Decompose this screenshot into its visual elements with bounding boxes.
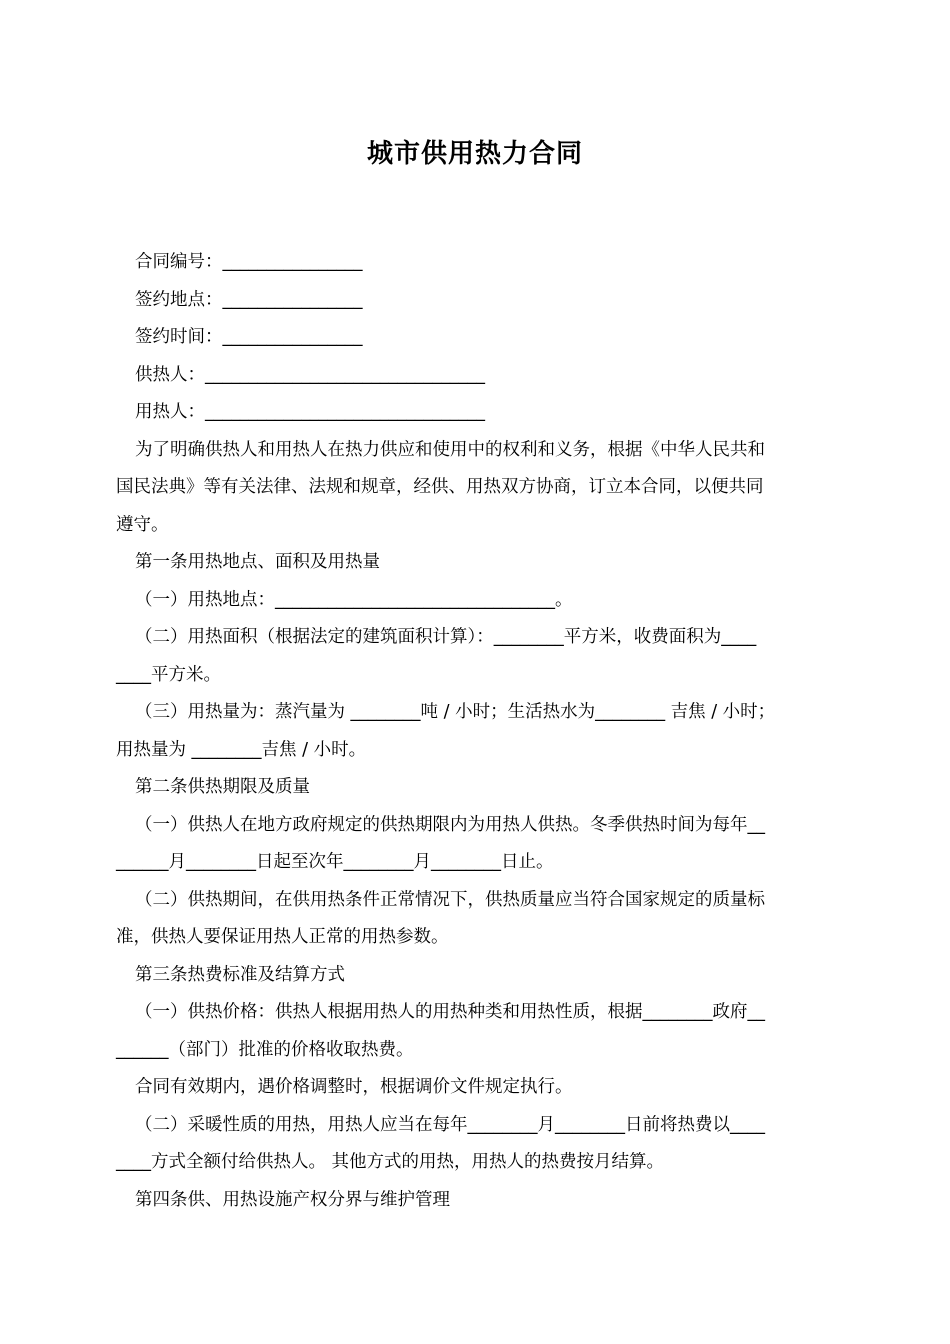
document-line: （三）用热量为：蒸汽量为 ________吨 / 小时；生活热水为________ 吉焦 / 小时； — [135, 702, 776, 722]
page-title: 城市供用热力合同 — [366, 139, 583, 169]
document-line: （二）供热期间，在供用热条件正常情况下，供热质量应当符合国家规定的质量标 — [135, 889, 765, 910]
document-line: 准，供热人要保证用热人正常的用热参数。 — [116, 927, 449, 947]
document-line: ____平方米。 — [116, 664, 221, 685]
document-line: 供热人：________________________________ — [135, 364, 485, 385]
document-line: （一）供热价格：供热人根据用热人的用热种类和用热性质，根据________政府__ — [135, 1002, 765, 1022]
document-line: ______（部门）批准的价格收取热费。 — [116, 1039, 414, 1060]
document-line: 用热人：________________________________ — [135, 402, 485, 422]
document-line: （一）用热地点：________________________________。 — [135, 589, 573, 610]
document-line: 合同编号：________________ — [135, 252, 363, 272]
document-line: ______月________日起至次年________月________日止。 — [116, 852, 554, 872]
document-line: 遵守。 — [116, 514, 169, 535]
document-line: （二）采暖性质的用热，用热人应当在每年________月________日前将热费以____ — [135, 1114, 765, 1135]
document-line: 第二条供热期限及质量 — [135, 777, 310, 797]
document-line: 合同有效期内，遇价格调整时，根据调价文件规定执行。 — [135, 1077, 573, 1097]
document-line: 签约地点：________________ — [135, 289, 363, 310]
document-line: 第三条热费标准及结算方式 — [135, 964, 345, 985]
document-line: 国民法典》等有关法律、法规和规章，经供、用热双方协商，订立本合同，以便共同 — [116, 477, 764, 497]
document-body — [116, 244, 836, 1219]
document-line: 用热量为 ________吉焦 / 小时。 — [116, 739, 367, 760]
document-line: （一）供热人在地方政府规定的供热期限内为用热人供热。冬季供热时间为每年__ — [135, 814, 765, 835]
document-line: 第一条用热地点、面积及用热量 — [135, 552, 380, 572]
document-line: 为了明确供热人和用热人在热力供应和使用中的权利和义务，根据《中华人民共和 — [135, 439, 765, 460]
document-line: （二）用热面积（根据法定的建筑面积计算）：________平方米，收费面积为____ — [135, 627, 757, 647]
document-line: 签约时间：________________ — [135, 327, 363, 347]
document-line: ____方式全额付给供热人。 其他方式的用热，用热人的热费按月结算。 — [116, 1152, 665, 1172]
document-line: 第四条供、用热设施产权分界与维护管理 — [135, 1189, 450, 1210]
